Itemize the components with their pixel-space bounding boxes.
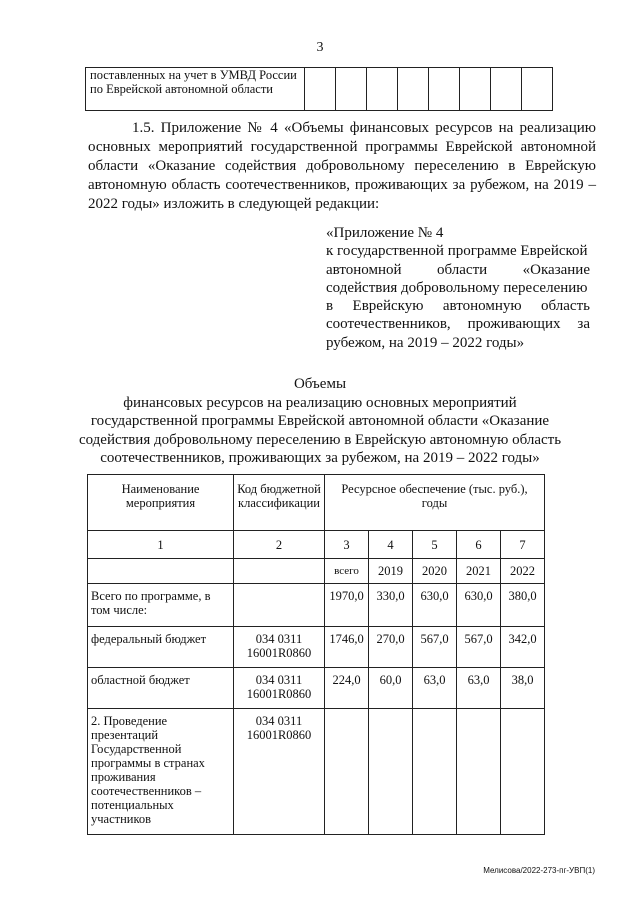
row-value: 1746,0 (325, 627, 369, 668)
table-cell (88, 559, 234, 584)
table-cell (367, 68, 398, 111)
row-value: 567,0 (413, 627, 457, 668)
annex-line: соотечественников, проживающих за (326, 316, 590, 333)
table-cell (522, 68, 553, 111)
table-row (88, 709, 545, 835)
row-value: 630,0 (457, 584, 501, 627)
column-number: 1 (88, 531, 234, 559)
row-value (325, 709, 369, 835)
row-value: 567,0 (457, 627, 501, 668)
table-cell (336, 68, 367, 111)
annex-line: в Еврейскую автономную область (326, 298, 590, 315)
row-code (234, 584, 325, 627)
header-resources: Ресурсное обеспечение (тыс. руб.), годы (325, 475, 545, 531)
table-cell (460, 68, 491, 111)
row-value (457, 709, 501, 835)
year-header: всего (325, 559, 369, 584)
table-row (88, 668, 545, 709)
annex-reference-block (326, 224, 590, 352)
row-value (501, 709, 545, 835)
row-name: Всего по программе, в том числе: (88, 584, 234, 627)
heading-line: финансовых ресурсов на реализацию основных мероприятий (123, 394, 517, 411)
funding-table (87, 474, 545, 835)
table-cell (429, 68, 460, 111)
row-value: 63,0 (413, 668, 457, 709)
table-cell (491, 68, 522, 111)
table-cell: поставленных на учет в УМВД России по Еврейской автономной области (86, 68, 305, 111)
row-value: 270,0 (369, 627, 413, 668)
year-header: 2019 (369, 559, 413, 584)
row-value: 38,0 (501, 668, 545, 709)
row-name: областной бюджет (88, 668, 234, 709)
heading-title: Объемы (293, 376, 347, 392)
row-value (369, 709, 413, 835)
row-name: 2. Проведение презентаций Государственной программы в странах проживания соотечественников – потенциальных участников (88, 709, 234, 835)
annex-line: «Приложение № 4 (326, 225, 444, 241)
column-number: 7 (501, 531, 545, 559)
continued-table-fragment (85, 67, 553, 111)
row-value: 63,0 (457, 668, 501, 709)
year-header: 2021 (457, 559, 501, 584)
row-code: 034 0311 16001R0860 (234, 627, 325, 668)
row-value: 330,0 (369, 584, 413, 627)
heading-line: государственной программы Еврейской автономной области «Оказание (90, 413, 550, 429)
header-code: Код бюджетной классификации (234, 475, 325, 531)
paragraph-text: 1.5. Приложение № 4 «Объемы финансовых ресурсов на реализацию основных мероприятий государственной программы Еврейской автономной области «Оказание содействия добровольному переселению в Еврейскую автономную область соотечественников, проживающих за рубежом, на 2019 – 2022 годы» изложить в следующей редакции: (88, 120, 596, 212)
heading-line: соотечественников, проживающих за рубежом, на 2019 – 2022 годы» (100, 450, 540, 466)
row-value: 380,0 (501, 584, 545, 627)
table-row (88, 584, 545, 627)
row-value: 1970,0 (325, 584, 369, 627)
heading-line: содействия добровольному переселению в Еврейскую автономную область (78, 431, 562, 448)
row-value: 342,0 (501, 627, 545, 668)
table-cell (234, 559, 325, 584)
column-number: 2 (234, 531, 325, 559)
column-number: 6 (457, 531, 501, 559)
amendment-paragraph (88, 119, 596, 214)
table-heading (60, 375, 580, 468)
row-name: федеральный бюджет (88, 627, 234, 668)
row-value (413, 709, 457, 835)
row-value: 60,0 (369, 668, 413, 709)
annex-line: рубежом, на 2019 – 2022 годы» (326, 334, 525, 351)
column-number: 5 (413, 531, 457, 559)
annex-line: автономной области «Оказание (326, 261, 590, 278)
column-number: 3 (325, 531, 369, 559)
table-row (88, 627, 545, 668)
row-code: 034 0311 16001R0860 (234, 668, 325, 709)
annex-line: содействия добровольному переселению (326, 279, 588, 296)
year-header: 2022 (501, 559, 545, 584)
column-number: 4 (369, 531, 413, 559)
year-header: 2020 (413, 559, 457, 584)
annex-line: к государственной программе Еврейской (326, 243, 588, 260)
header-name: Наименование мероприятия (88, 475, 234, 531)
row-value: 630,0 (413, 584, 457, 627)
table-cell (398, 68, 429, 111)
row-value: 224,0 (325, 668, 369, 709)
document-reference: Мелисова/2022-273-пг-УВП(1) (483, 866, 595, 875)
page-number: 3 (316, 40, 324, 55)
row-code: 034 0311 16001R0860 (234, 709, 325, 835)
table-cell (305, 68, 336, 111)
